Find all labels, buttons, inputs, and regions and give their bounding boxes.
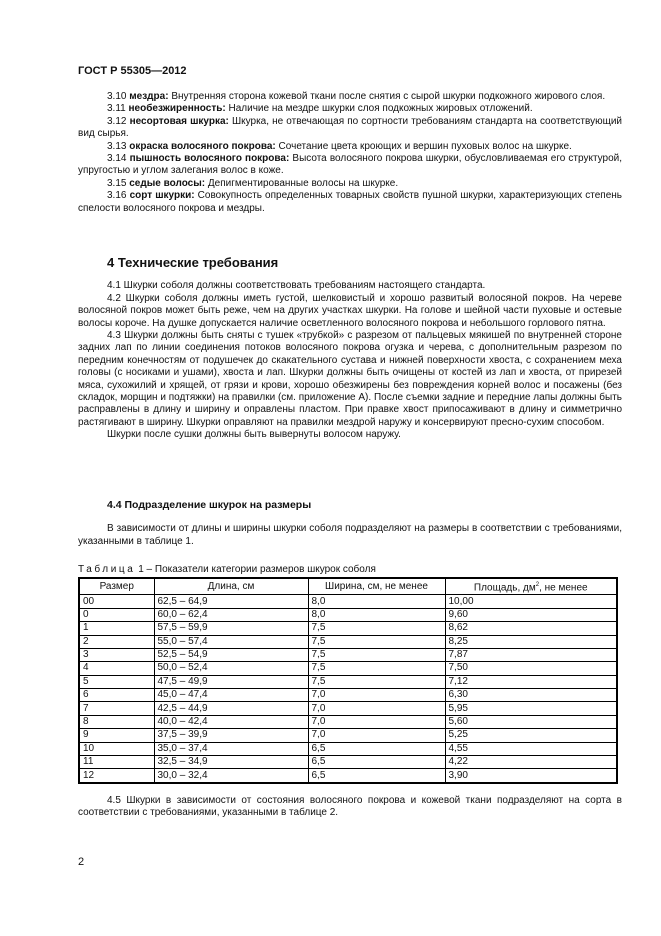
header-size: Размер	[79, 578, 154, 595]
table-cell: 4,22	[445, 756, 617, 769]
header-width: Ширина, см, не менее	[308, 578, 445, 595]
definition-item: 3.11 необезжиренность: Наличие на мездре шкурки слоя подкожных жировых отложений.	[107, 103, 533, 115]
table-cell: 30,0 – 32,4	[154, 769, 308, 783]
table-row	[79, 595, 617, 608]
table-cell: 12	[79, 769, 154, 783]
table-cell: 7,87	[445, 648, 617, 661]
paragraph-drying: Шкурки после сушки должны быть вывернуты волосом наружу.	[107, 429, 401, 441]
table-cell: 1	[79, 622, 154, 635]
definition-item: 3.13 окраска волосяного покрова: Сочетание цвета кроющих и вершин пуховых волос на шкурке.	[107, 140, 572, 152]
caption-text: 1 – Показатели категории размеров шкурок соболя	[138, 564, 376, 575]
table-cell: 5	[79, 675, 154, 688]
table-cell: 32,5 – 34,9	[154, 756, 308, 769]
table-cell: 8,0	[308, 608, 445, 621]
table-row	[79, 635, 617, 648]
section-4-4	[78, 499, 622, 548]
table-row	[79, 729, 617, 742]
table-cell: 7,5	[308, 635, 445, 648]
table-cell: 35,0 – 37,4	[154, 742, 308, 755]
table-cell: 8,25	[445, 635, 617, 648]
table-row	[79, 608, 617, 621]
table-row	[79, 675, 617, 688]
table-row	[79, 769, 617, 783]
table-cell: 7,0	[308, 689, 445, 702]
table-cell: 7,0	[308, 715, 445, 728]
table-cell: 45,0 – 47,4	[154, 689, 308, 702]
table-row	[79, 648, 617, 661]
table-cell: 5,60	[445, 715, 617, 728]
table-cell: 6	[79, 689, 154, 702]
table-cell: 00	[79, 595, 154, 608]
table-cell: 11	[79, 756, 154, 769]
table-cell: 3	[79, 648, 154, 661]
definition-item: 3.10 мездра: Внутренняя сторона кожевой ткани после снятия с сырой шкурки подкожного жирового слоя.	[107, 91, 606, 102]
section-4-5	[78, 795, 622, 820]
definition-item: 3.12 несортовая шкурка: Шкурка, не отвечающая по сортности требованиям стандарта на соответствующий вид сырья.	[78, 115, 623, 140]
table-cell: 3,90	[445, 769, 617, 783]
table-cell: 5,95	[445, 702, 617, 715]
table-cell: 55,0 – 57,4	[154, 635, 308, 648]
paragraph-4-4: В зависимости от длины и ширины шкурки соболя подразделяют на размеры в соответствии с требованиями, указанными в таблице 1.	[78, 523, 622, 547]
table-cell: 7,50	[445, 662, 617, 675]
definition-item: 3.16 сорт шкурки: Совокупность определенных товарных свойств пушной шкурки, характеризующих степень спелости волосяного покрова и мездры.	[78, 190, 623, 214]
header-length: Длина, см	[154, 578, 308, 595]
table-cell: 5,25	[445, 729, 617, 742]
table-cell: 62,5 – 64,9	[154, 595, 308, 608]
paragraph-4-1: 4.1 Шкурки соболя должны соответствовать требованиям настоящего стандарта.	[107, 280, 486, 292]
table-1	[78, 564, 622, 784]
table-cell: 7,5	[308, 648, 445, 661]
table-cell: 0	[79, 608, 154, 621]
table-cell: 9	[79, 729, 154, 742]
table-cell: 8,62	[445, 622, 617, 635]
caption-label: Таблица	[78, 564, 136, 575]
definitions-list	[78, 91, 622, 215]
table-cell: 6,30	[445, 689, 617, 702]
table-row	[79, 715, 617, 728]
table-cell: 60,0 – 62,4	[154, 608, 308, 621]
table-header-row	[79, 578, 617, 595]
sizes-table	[78, 577, 618, 784]
table-row	[79, 662, 617, 675]
table-row	[79, 756, 617, 769]
table-cell: 10	[79, 742, 154, 755]
table-cell: 7,5	[308, 622, 445, 635]
table-cell: 40,0 – 42,4	[154, 715, 308, 728]
table-cell: 8	[79, 715, 154, 728]
table-cell: 7,5	[308, 662, 445, 675]
section-title: 4 Технические требования	[107, 255, 279, 270]
document-header: ГОСТ Р 55305—2012	[78, 65, 187, 77]
section-4	[78, 257, 622, 442]
table-cell: 4,55	[445, 742, 617, 755]
definition-item: 3.14 пышность волосяного покрова: Высота волосяного покрова шкурки, обусловливаемая его структурой, упругостью и углом залегания волос в коже.	[78, 153, 623, 177]
table-cell: 7,0	[308, 702, 445, 715]
table-cell: 6,5	[308, 742, 445, 755]
table-cell: 2	[79, 635, 154, 648]
paragraph-4-5: 4.5 Шкурки в зависимости от состояния волосяного покрова и кожевой ткани подразделяют на сорта в соответствии с требованиями, указанными в таблице 2.	[78, 795, 622, 819]
paragraph-4-3: 4.3 Шкурки должны быть сняты с тушек «трубкой» с разрезом от пальцевых мякишей по внутренней стороне задних лап по линии соединения потоков волосяного покрова огузка и черева, с дополнительным разрезом по передним конечностям от подушечек до скакательного сустава и нижней поверхности хвоста, с сохранением меха головы (с носиками и ушами), хвоста и лап. Шкурки должны быть очищены от костей из лап и хвоста, от прирезей мяса, сухожилий и хрящей, от грязи и крови, хорошо обезжирены без повреждения корней волос и посажены (без складок, морщин и подтяжки) на правилки (см. приложение А). После съемки задние и передние лапы должны быть расправлены в длину и ширину и оправлены пластом. При правке хвост припосаживают в длину и симметрично растягивают в ширину. Шкурки оправляют на правилки мездрой наружу и консервируют пресно-сухим способом.	[78, 330, 622, 428]
table-cell: 4	[79, 662, 154, 675]
table-cell: 8,0	[308, 595, 445, 608]
paragraph-4-2: 4.2 Шкурки соболя должны иметь густой, шелковистый и хорошо развитый волосяной покров. На череве волосяной покров может быть реже, чем на других участках шкурки. На голове и шейной части пуховые и остевые волосы короче. На душке допускается наличие осветленного волосяного покрова и небольшого горлового пятна.	[78, 292, 622, 329]
table-cell: 7	[79, 702, 154, 715]
table-cell: 6,5	[308, 756, 445, 769]
table-cell: 50,0 – 52,4	[154, 662, 308, 675]
table-cell: 52,5 – 54,9	[154, 648, 308, 661]
table-row	[79, 742, 617, 755]
page-number: 2	[78, 856, 85, 868]
table-cell: 37,5 – 39,9	[154, 729, 308, 742]
table-cell: 57,5 – 59,9	[154, 622, 308, 635]
table-caption	[78, 564, 622, 575]
header-area: Площадь, $дм^2$, не менее	[445, 578, 617, 595]
table-cell: 10,00	[445, 595, 617, 608]
table-cell: 42,5 – 44,9	[154, 702, 308, 715]
table-cell: 6,5	[308, 769, 445, 783]
table-cell: 7,0	[308, 729, 445, 742]
subsection-title: 4.4 Подразделение шкурок на размеры	[107, 499, 312, 511]
table-row	[79, 702, 617, 715]
table-row	[79, 689, 617, 702]
table-cell: 7,5	[308, 675, 445, 688]
table-cell: 9,60	[445, 608, 617, 621]
table-row	[79, 622, 617, 635]
definition-item: 3.15 седые волосы: Депигментированные волосы на шкурке.	[107, 177, 399, 189]
table-cell: 47,5 – 49,9	[154, 675, 308, 688]
table-cell: 7,12	[445, 675, 617, 688]
